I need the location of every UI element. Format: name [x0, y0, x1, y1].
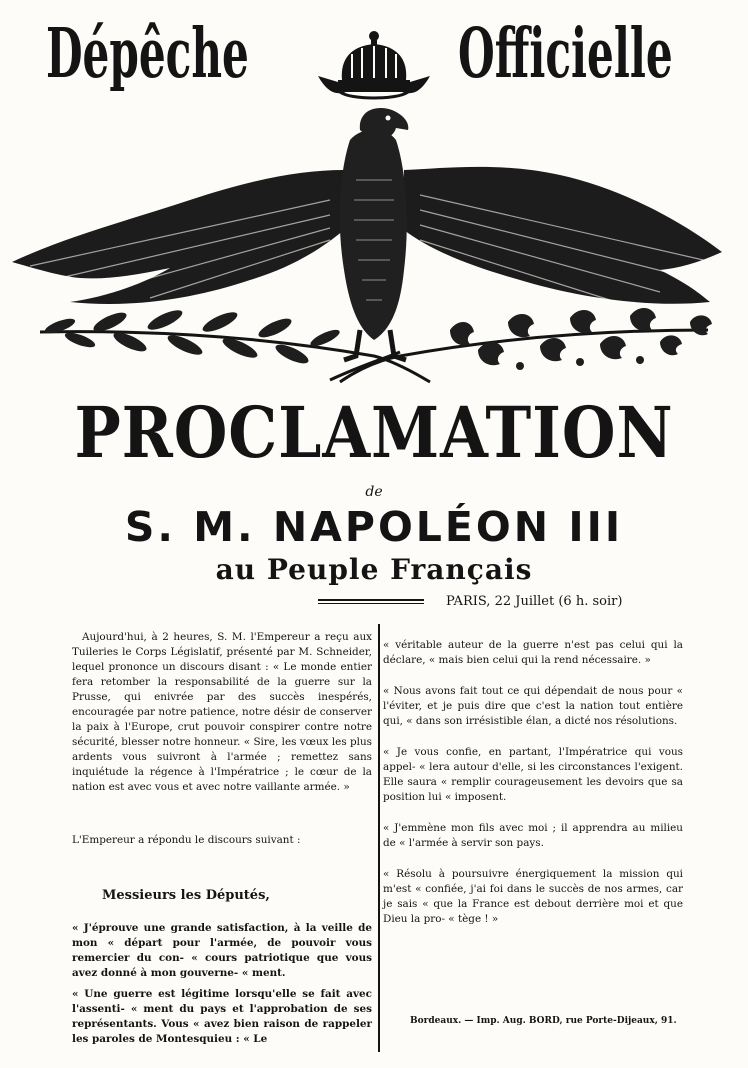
speech-paragraph: « J'éprouve une grande satisfaction, à la veille de mon « départ pour l'armée, de pouvoir vous remercier du con- « cours patriotique que vous avez donné à mon gouverne- « ment.	[72, 922, 372, 979]
emperor-name: S. M. NAPOLÉON III	[124, 503, 624, 551]
divider	[318, 603, 424, 604]
header-word-depeche: Dépêche	[46, 14, 249, 94]
dateline: PARIS, 22 Juillet (6 h. soir)	[446, 594, 623, 609]
speech-paragraph: « Nous avons fait tout ce qui dépendait de nous pour « l'éviter, et je puis dire que c'est la nation tout entière qui, « dans son irrésistible élan, a dicté nos résolutions.	[383, 685, 683, 727]
speech-paragraph: « Une guerre est légitime lorsqu'elle se fait avec l'assenti- « ment du pays et l'approbation de ses représentants. Vous « avez bien raison de rappeler les paroles de Montesquieu : « Le	[72, 988, 372, 1045]
oak-branch-icon	[340, 308, 712, 382]
title-subtitle: au Peuple Français	[215, 553, 533, 586]
speech-paragraph: « Résolu à poursuivre énergiquement la mission qui m'est « confiée, j'ai foi dans le succès de nos armes, car je sais « que la France est debout derrière moi et que Dieu la pro- « tège ! »	[383, 868, 683, 925]
header-word-officielle: Officielle	[458, 14, 673, 94]
salutation: Messieurs les Députés,	[102, 888, 270, 903]
imperial-emblem	[0, 30, 748, 400]
column-divider	[378, 624, 380, 1052]
proclamation-title: PROCLAMATION	[74, 391, 674, 474]
speech-paragraph: « Je vous confie, en partant, l'Impératrice qui vous appel- « lera autour d'elle, si les circonstances l'exigent. Elle saura « remplir courageusement les devoirs que sa position lui « imposent.	[383, 746, 683, 803]
intro-paragraph: Aujourd'hui, à 2 heures, S. M. l'Empereur a reçu aux Tuileries le Corps Législatif, présenté par M. Schneider, lequel prononce un discours disant : « Le monde entier fera retomber la responsabilité de la guerre sur la Prusse, qui enivrée par des succès inespérés, encouragée par notre patience, notre désir de conserver la paix à l'Europe, crut pouvoir conspirer contre notre sécurité, blesser notre honneur. « Sire, les vœux les plus ardents vous suivront à l'armée ; remettez sans inquiétude la régence à l'Impératrice ; le cœur de la nation est avec vous et avec notre vaillante armée. »	[72, 631, 372, 793]
reply-intro: L'Empereur a répondu le discours suivant :	[72, 834, 301, 846]
title-de: de	[365, 484, 383, 500]
right-column	[383, 638, 683, 943]
left-column	[72, 630, 372, 1047]
speech-paragraph: « véritable auteur de la guerre n'est pas celui qui la déclare, « mais bien celui qui la rend nécessaire. »	[383, 639, 683, 666]
speech-paragraph: « J'emmène mon fils avec moi ; il apprendra au milieu de « l'armée à servir son pays.	[383, 822, 683, 849]
printer-imprint: Bordeaux. — Imp. Aug. BORD, rue Porte-Dijeaux, 91.	[410, 1016, 677, 1026]
crown-icon	[318, 31, 430, 98]
divider	[318, 599, 424, 601]
